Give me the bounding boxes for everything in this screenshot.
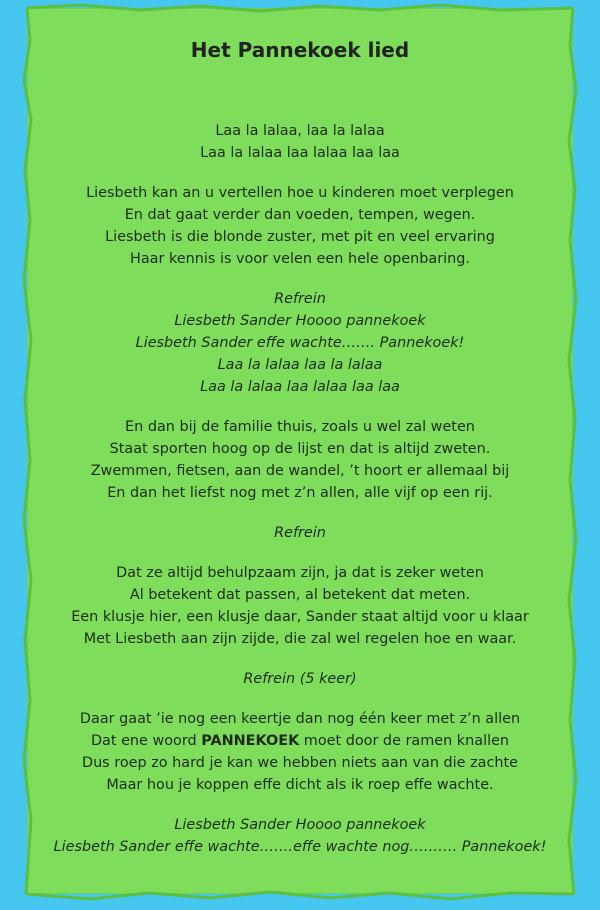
verse4-line-2-bold: PANNEKOEK [201, 733, 300, 749]
verse1-line-3: Liesbeth is die blonde zuster, met pit en veel ervaring [105, 229, 495, 245]
verse3-line-2: Al betekent dat passen, al betekent dat meten. [129, 587, 471, 603]
refrain1-line-3: Laa la lalaa laa la lalaa [217, 357, 383, 373]
verse1-line-1: Liesbeth kan an u vertellen hoe u kinderen moet verplegen [86, 185, 514, 201]
verse4-line-2-after: moet door de ramen knallen [299, 733, 510, 749]
outro-line-2: Liesbeth Sander effe wachte…….effe wachte nog………. Pannekoek! [53, 839, 547, 855]
verse4-line-2-before: Dat ene woord [90, 733, 202, 749]
verse4-line-1: Daar gaat ’ie nog een keertje dan nog één keer met z’n allen [79, 711, 521, 727]
refrain3-heading: Refrein (5 keer) [243, 671, 357, 687]
verse1-line-2: En dat gaat verder dan voeden, tempen, wegen. [124, 207, 476, 223]
verse2-line-3: Zwemmen, fietsen, aan de wandel, ’t hoort er allemaal bij [90, 463, 510, 479]
verse2-line-4: En dan het liefst nog met z’n allen, alle vijf op een rij. [107, 485, 493, 501]
refrain1-line-4: Laa la lalaa laa lalaa laa laa [200, 379, 400, 395]
intro-line-2: Laa la lalaa laa lalaa laa laa [200, 145, 400, 161]
song-title: Het Pannekoek lied [190, 38, 410, 62]
verse1-line-4: Haar kennis is voor velen een hele openbaring. [130, 251, 470, 267]
verse4-line-4: Maar hou je koppen effe dicht als ik roep effe wachte. [106, 777, 494, 793]
verse4-line-2 [27, 732, 573, 750]
verse4-line-3: Dus roep zo hard je kan we hebben niets aan van die zachte [81, 755, 518, 771]
verse3-line-3: Een klusje hier, een klusje daar, Sander staat altijd voor u klaar [71, 609, 529, 625]
refrain1-line-2: Liesbeth Sander effe wachte……. Pannekoek! [135, 335, 465, 351]
refrain1-heading: Refrein [274, 291, 326, 307]
verse3-line-1: Dat ze altijd behulpzaam zijn, ja dat is zeker weten [116, 565, 484, 581]
song-sheet [27, 8, 573, 894]
intro-line-1: Laa la lalaa, laa la lalaa [215, 123, 385, 139]
refrain1-line-1: Liesbeth Sander Hoooo pannekoek [174, 313, 426, 329]
outro-line-1: Liesbeth Sander Hoooo pannekoek [174, 817, 426, 833]
verse3-line-4: Met Liesbeth aan zijn zijde, die zal wel regelen hoe en waar. [83, 631, 517, 647]
refrain2-heading: Refrein [274, 525, 326, 541]
verse2-line-2: Staat sporten hoog op de lijst en dat is altijd zweten. [109, 441, 491, 457]
verse2-line-1: En dan bij de familie thuis, zoals u wel zal weten [125, 419, 475, 435]
